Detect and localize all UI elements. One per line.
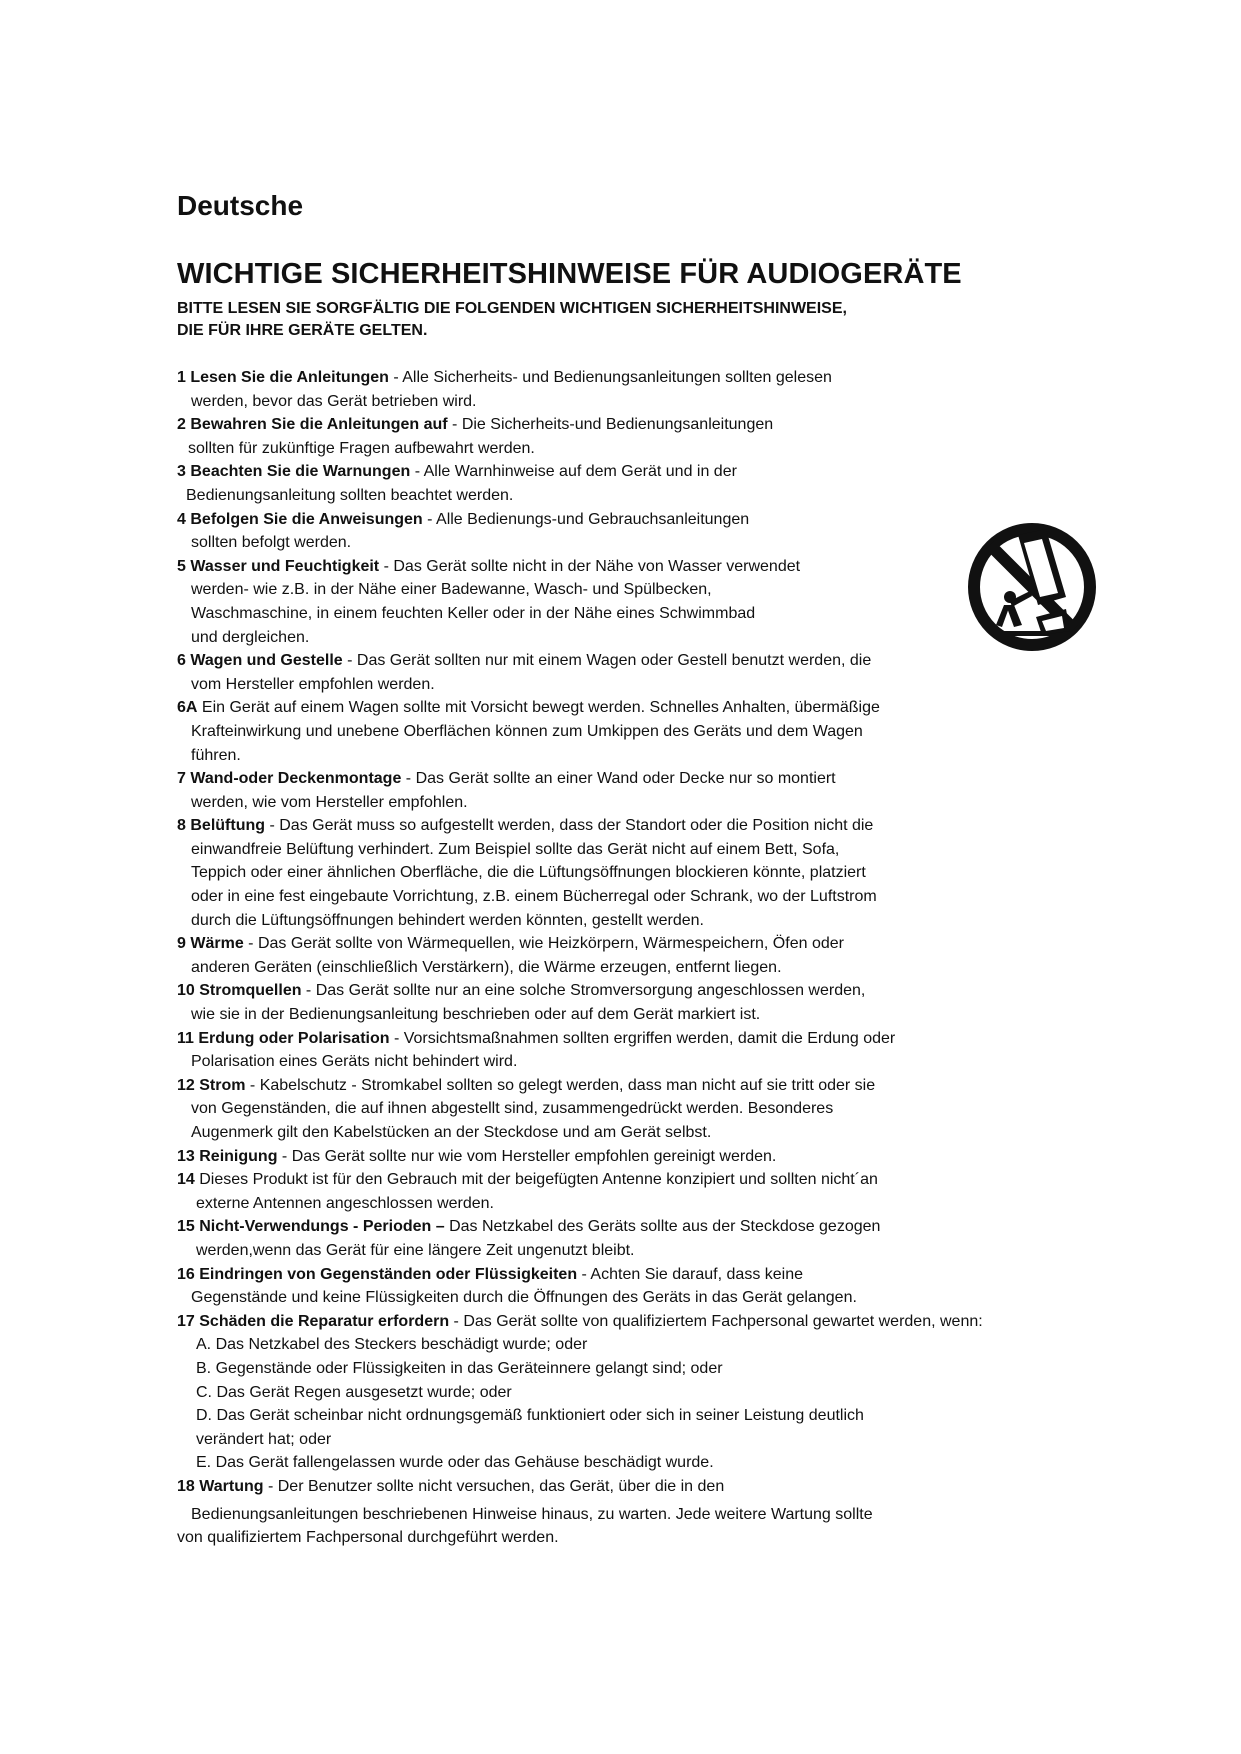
item-text: - Das Gerät muss so aufgestellt werden, dass der Standort oder die Position nicht die: [265, 817, 874, 835]
list-item: [177, 460, 1077, 507]
item-number: 6A: [177, 699, 198, 717]
safety-instructions-list: [177, 366, 1077, 1550]
item-continuation: werden- wie z.B. in der Nähe einer Badewanne, Wasch- und Spülbecken,: [191, 581, 712, 599]
item-continuation: Waschmaschine, in einem feuchten Keller oder in der Nähe eines Schwimmbad: [191, 604, 756, 622]
item-continuation: sollten für zukünftige Fragen aufbewahrt werden.: [188, 439, 535, 457]
item-text: - Vorsichtsmaßnahmen sollten ergriffen werden, damit die Erdung oder: [389, 1029, 896, 1047]
item-continuation: Bedienungsanleitungen beschriebenen Hinweise hinaus, zu warten. Jede weitere Wartung sollte: [191, 1505, 873, 1523]
item-text: - Achten Sie darauf, dass keine: [577, 1265, 804, 1283]
item-number: 17: [177, 1312, 195, 1330]
item-continuation: werden, wie vom Hersteller empfohlen.: [191, 793, 468, 811]
item-continuation: und dergleichen.: [191, 628, 310, 646]
list-item: [177, 366, 1077, 413]
item-text: - Das Gerät sollte von qualifiziertem Fachpersonal gewartet werden, wenn:: [449, 1312, 983, 1330]
item-number: 13: [177, 1147, 195, 1165]
item-number: 12: [177, 1076, 195, 1094]
item-number: 14: [177, 1171, 195, 1189]
item-continuation: durch die Lüftungsöffnungen behindert werden könnten, gestellt werden.: [191, 911, 704, 929]
item-continuation: werden, bevor das Gerät betrieben wird.: [191, 392, 477, 410]
item-continuation: einwandfreie Belüftung verhindert. Zum Beispiel sollte das Gerät nicht auf einem Bett, Sofa,: [191, 840, 840, 858]
list-item: [177, 1263, 1077, 1310]
list-item: [177, 1027, 1077, 1074]
subtitle-line: BITTE LESEN SIE SORGFÄLTIG DIE FOLGENDEN WICHTIGEN SICHERHEITSHINWEISE,: [177, 300, 847, 317]
item-continuation: Bedienungsanleitung sollten beachtet werden.: [186, 486, 514, 504]
item-number: 15: [177, 1218, 195, 1236]
list-item: [177, 696, 1077, 767]
item-heading: Stromquellen: [199, 982, 302, 1000]
item-text: - Kabelschutz - Stromkabel sollten so gelegt werden, dass man nicht auf sie tritt oder sie: [245, 1076, 876, 1094]
list-item: [177, 1215, 1077, 1262]
item-number: 8: [177, 817, 186, 835]
item-continuation: wie sie in der Bedienungsanleitung beschrieben oder auf dem Gerät markiert ist.: [191, 1006, 761, 1024]
item-continuation: D. Das Gerät scheinbar nicht ordnungsgemäß funktioniert oder sich in seiner Leistung deutlich: [196, 1407, 864, 1425]
item-text: - Alle Bedienungs-und Gebrauchsanleitungen: [422, 510, 750, 528]
item-text: - Die Sicherheits-und Bedienungsanleitungen: [447, 416, 774, 434]
item-continuation: E. Das Gerät fallengelassen wurde oder das Gehäuse beschädigt wurde.: [196, 1454, 714, 1472]
list-item: [177, 767, 1077, 814]
item-number: 10: [177, 982, 195, 1000]
item-number: 7: [177, 770, 186, 788]
item-continuation: Gegenstände und keine Flüssigkeiten durch die Öffnungen des Geräts in das Gerät gelangen.: [191, 1289, 857, 1307]
item-heading: Nicht-Verwendungs - Perioden –: [199, 1218, 445, 1236]
item-continuation: Teppich oder einer ähnlichen Oberfläche, die die Lüftungsöffnungen blockieren könnte, platziert: [191, 864, 866, 882]
item-continuation: von qualifiziertem Fachpersonal durchgeführt werden.: [177, 1529, 559, 1547]
item-continuation: B. Gegenstände oder Flüssigkeiten in das Geräteinnere gelangt sind; oder: [196, 1359, 723, 1377]
item-text: - Alle Warnhinweise auf dem Gerät und in der: [410, 463, 737, 481]
list-item: [177, 555, 1077, 649]
subtitle: [177, 298, 847, 342]
item-continuation: verändert hat; oder: [196, 1430, 332, 1448]
item-continuation: oder in eine fest eingebaute Vorrichtung, z.B. einem Bücherregal oder Schrank, wo der Luftstrom: [191, 888, 877, 906]
list-item: [177, 932, 1077, 979]
item-continuation: führen.: [191, 746, 241, 764]
item-text: - Das Gerät sollte nicht in der Nähe von Wasser verwendet: [379, 557, 801, 575]
page-title: WICHTIGE SICHERHEITSHINWEISE FÜR AUDIOGERÄTE: [177, 258, 962, 290]
item-number: 6: [177, 652, 186, 670]
item-text: Ein Gerät auf einem Wagen sollte mit Vorsicht bewegt werden. Schnelles Anhalten, übermäßige: [197, 699, 880, 717]
item-heading: Reinigung: [199, 1147, 278, 1165]
item-continuation: von Gegenständen, die auf ihnen abgestellt sind, zusammengedrückt werden. Besonderes: [191, 1100, 834, 1118]
item-number: 11: [177, 1029, 194, 1047]
item-heading: Wand-oder Deckenmontage: [190, 770, 402, 788]
item-text: - Das Gerät sollte von Wärmequellen, wie Heizkörpern, Wärmespeichern, Öfen oder: [243, 935, 844, 953]
item-number: 3: [177, 463, 186, 481]
list-item: [177, 1074, 1077, 1145]
item-continuation: Augenmerk gilt den Kabelstücken an der Steckdose und am Gerät selbst.: [191, 1124, 712, 1141]
item-number: 1: [177, 369, 186, 386]
subtitle-line: DIE FÜR IHRE GERÄTE GELTEN.: [177, 322, 428, 339]
list-item: [177, 814, 1077, 932]
item-heading: Erdung oder Polarisation: [198, 1029, 390, 1047]
item-heading: Wartung: [199, 1477, 264, 1495]
item-continuation: externe Antennen angeschlossen werden.: [196, 1194, 494, 1212]
list-item: [177, 649, 1077, 696]
item-continuation: vom Hersteller empfohlen werden.: [191, 675, 435, 693]
item-number: 18: [177, 1477, 195, 1495]
list-item: [177, 1145, 1077, 1169]
item-heading: Strom: [199, 1076, 246, 1094]
item-continuation: A. Das Netzkabel des Steckers beschädigt wurde; oder: [196, 1336, 588, 1354]
item-heading: Wärme: [190, 935, 244, 953]
item-heading: Bewahren Sie die Anleitungen auf: [190, 416, 448, 434]
item-number: 4: [177, 510, 186, 528]
item-heading: Schäden die Reparatur erfordern: [199, 1312, 450, 1330]
item-heading: Belüftung: [190, 817, 266, 835]
item-continuation: Krafteinwirkung und unebene Oberflächen können zum Umkippen des Geräts und dem Wagen: [191, 722, 863, 740]
item-continuation: Polarisation eines Geräts nicht behindert wird.: [191, 1053, 518, 1071]
item-text: - Das Gerät sollten nur mit einem Wagen oder Gestell benutzt werden, die: [342, 652, 872, 670]
item-text: Dieses Produkt ist für den Gebrauch mit der beigefügten Antenne konzipiert und sollten nicht´an: [194, 1171, 878, 1189]
item-heading: Wasser und Feuchtigkeit: [190, 557, 380, 575]
list-item: [177, 1310, 1077, 1475]
list-item: [177, 508, 1077, 555]
language-heading: Deutsche: [177, 190, 304, 221]
list-item: [177, 413, 1077, 460]
item-text: - Das Gerät sollte an einer Wand oder Decke nur so montiert: [401, 770, 836, 788]
item-continuation: C. Das Gerät Regen ausgesetzt wurde; oder: [196, 1383, 512, 1401]
item-number: 9: [177, 935, 186, 953]
item-heading: Befolgen Sie die Anweisungen: [190, 510, 423, 528]
item-continuation: sollten befolgt werden.: [191, 534, 352, 552]
item-text: Das Netzkabel des Geräts sollte aus der Steckdose gezogen: [444, 1218, 881, 1236]
item-heading: Beachten Sie die Warnungen: [190, 463, 411, 481]
item-text: - Alle Sicherheits- und Bedienungsanleitungen sollten gelesen: [388, 369, 832, 386]
item-heading: Wagen und Gestelle: [190, 652, 343, 670]
item-continuation: werden,wenn das Gerät für eine längere Zeit ungenutzt bleibt.: [196, 1241, 635, 1259]
item-heading: Eindringen von Gegenständen oder Flüssigkeiten: [199, 1265, 578, 1283]
item-text: - Der Benutzer sollte nicht versuchen, das Gerät, über die in den: [263, 1477, 725, 1495]
list-item: [177, 979, 1077, 1026]
list-item: [177, 1168, 1077, 1215]
item-number: 16: [177, 1265, 195, 1283]
item-number: 2: [177, 416, 186, 434]
item-text: - Das Gerät sollte nur an eine solche Stromversorgung angeschlossen werden,: [301, 982, 866, 1000]
item-number: 5: [177, 557, 186, 575]
item-heading: Lesen Sie die Anleitungen: [190, 369, 389, 386]
cart-tip-over-warning-icon: [962, 521, 1102, 653]
list-item: [177, 1475, 1077, 1550]
item-text: - Das Gerät sollte nur wie vom Hersteller empfohlen gereinigt werden.: [277, 1147, 777, 1165]
item-continuation: anderen Geräten (einschließlich Verstärkern), die Wärme erzeugen, entfernt liegen.: [191, 958, 782, 976]
